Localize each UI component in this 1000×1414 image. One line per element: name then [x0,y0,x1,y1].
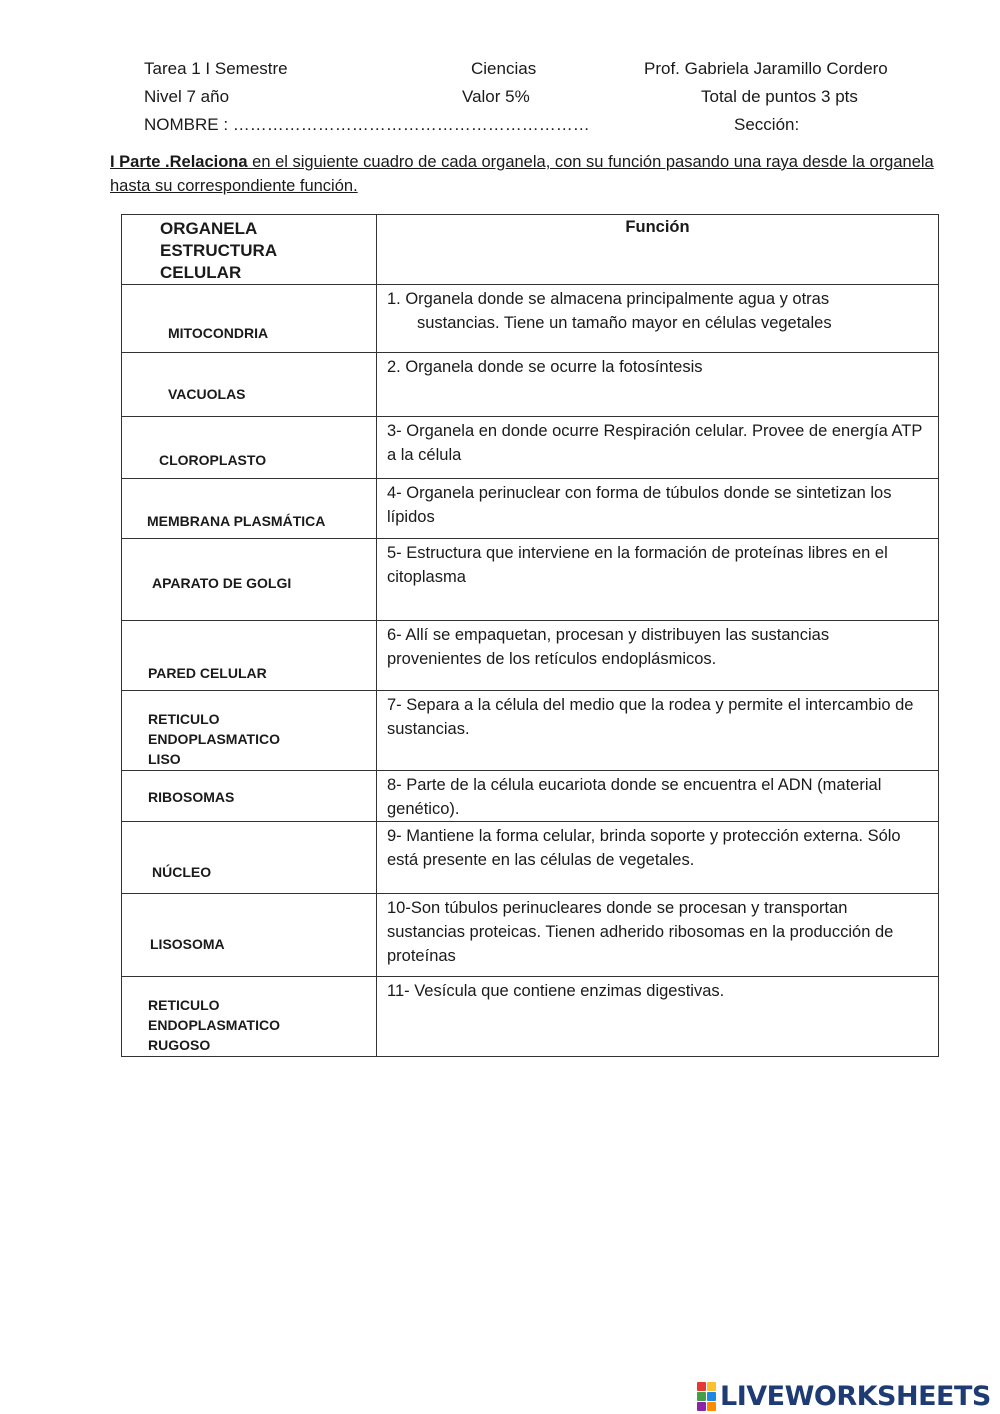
function-cell[interactable] [377,539,939,621]
organelle-name [148,663,267,683]
organelle-name [148,787,234,807]
logo-square [697,1392,706,1401]
table-row [122,353,939,417]
table-header-row [122,215,939,285]
instructions-text: en el siguiente cuadro de cada organela, con su función pasando una raya desde la organela hasta su correspondiente función. [110,153,934,195]
table-row [122,822,939,894]
function-cell[interactable] [377,771,939,822]
function-cell[interactable] [377,621,939,691]
function-text: 2. Organela donde se ocurre la fotosíntesis [387,358,703,376]
teacher-label: Prof. Gabriela Jaramillo Cordero [644,59,888,78]
organelle-name-line: LISO [148,751,181,767]
function-cell[interactable] [377,822,939,894]
organelle-name-line: LISOSOMA [150,936,225,952]
table-row [122,539,939,621]
name-field: NOMBRE : ……………………………………………………… [144,115,590,134]
organelle-name [152,862,211,882]
organelle-name [150,934,225,954]
organelle-name-line: ENDOPLASMATICO [148,731,280,747]
organelle-name [168,323,268,343]
organelle-name [168,384,246,404]
level-label: Nivel 7 año [144,87,230,106]
organelle-cell[interactable] [122,977,377,1057]
organelle-cell[interactable] [122,285,377,353]
organelle-name-line: NÚCLEO [152,864,212,880]
organelle-name-line: MEMBRANA PLASMÁTICA [147,513,326,529]
organelle-cell[interactable] [122,691,377,771]
col1-header-line: ORGANELA [160,219,258,238]
organelle-cell[interactable] [122,621,377,691]
organelle-name [152,573,291,593]
subject-label: Ciencias [471,59,537,78]
logo-square [707,1392,716,1401]
col1-header [122,215,377,285]
logo-square [697,1402,706,1411]
col2-header: Función [377,215,939,285]
logo-text: LIVEWORKSHEETS [720,1380,991,1412]
table-row [122,894,939,977]
table-row [122,285,939,353]
points-label: Total de puntos 3 pts [701,87,858,106]
organelle-table [121,214,939,1057]
organelle-cell[interactable] [122,353,377,417]
organelle-name-line: ENDOPLASMATICO [148,1017,280,1033]
instructions-bold: I Parte .Relaciona [110,153,248,171]
instructions [110,150,940,198]
function-cell[interactable] [377,977,939,1057]
table-row [122,691,939,771]
function-cell[interactable] [377,894,939,977]
table-row [122,417,939,479]
organelle-name-line: RETICULO [148,711,220,727]
col1-header-line: ESTRUCTURA [160,241,278,260]
organelle-cell[interactable] [122,894,377,977]
col1-header-line: CELULAR [160,263,242,282]
organelle-name-line: RUGOSO [148,1037,211,1053]
table-row [122,977,939,1057]
organelle-cell[interactable] [122,771,377,822]
organelle-name-line: RETICULO [148,997,220,1013]
organelle-name-line: RIBOSOMAS [148,789,235,805]
function-text: 11- Vesícula que contiene enzimas digestivas. [387,982,725,1000]
organelle-name-line: APARATO DE GOLGI [152,575,292,591]
organelle-cell[interactable] [122,479,377,539]
organelle-name-line: MITOCONDRIA [168,325,269,341]
function-cell[interactable] [377,479,939,539]
function-text: 8- Parte de la célula eucariota donde se encuentra el ADN (material genético). [387,776,882,818]
function-cell[interactable] [377,285,939,353]
liveworksheets-logo [697,1380,991,1412]
organelle-name [159,450,266,470]
function-text: 10-Son túbulos perinucleares donde se procesan y transportan sustancias proteicas. Tienen adherido ribosomas en la producción de proteínas [387,899,894,965]
organelle-cell[interactable] [122,417,377,479]
function-text: 3- Organela en donde ocurre Respiración celular. Provee de energía ATP a la célula [387,422,923,464]
organelle-name-line: VACUOLAS [168,386,246,402]
logo-square [707,1402,716,1411]
table-row [122,621,939,691]
organelle-name [148,995,280,1055]
function-text: 7- Separa a la célula del medio que la rodea y permite el intercambio de sustancias. [387,696,914,738]
function-text: sustancias. Tiene un tamaño mayor en células vegetales [417,314,832,332]
organelle-name-line: PARED CELULAR [148,665,267,681]
function-text: 9- Mantiene la forma celular, brinda soporte y protección externa. Sólo está presente en las células de vegetales. [387,827,901,869]
function-text: 6- Allí se empaquetan, procesan y distribuyen las sustancias provenientes de los retículos endoplásmicos. [387,626,830,668]
function-cell[interactable] [377,353,939,417]
logo-mark-icon [697,1382,716,1411]
value-label: Valor 5% [462,87,530,106]
function-text: 1. Organela donde se almacena principalmente agua y otras [387,290,830,308]
table-row [122,479,939,539]
task-label: Tarea 1 I Semestre [144,59,288,78]
function-text: 5- Estructura que interviene en la formación de proteínas libres en el citoplasma [387,544,888,586]
organelle-name-line: CLOROPLASTO [159,452,267,468]
logo-square [697,1382,706,1391]
function-cell[interactable] [377,691,939,771]
table-row [122,771,939,822]
organelle-name [148,709,280,769]
organelle-cell[interactable] [122,539,377,621]
logo-square [707,1382,716,1391]
organelle-name [147,511,325,531]
organelle-cell[interactable] [122,822,377,894]
section-field: Sección: [734,115,800,134]
function-cell[interactable] [377,417,939,479]
function-text: 4- Organela perinuclear con forma de túbulos donde se sintetizan los lípidos [387,484,892,526]
